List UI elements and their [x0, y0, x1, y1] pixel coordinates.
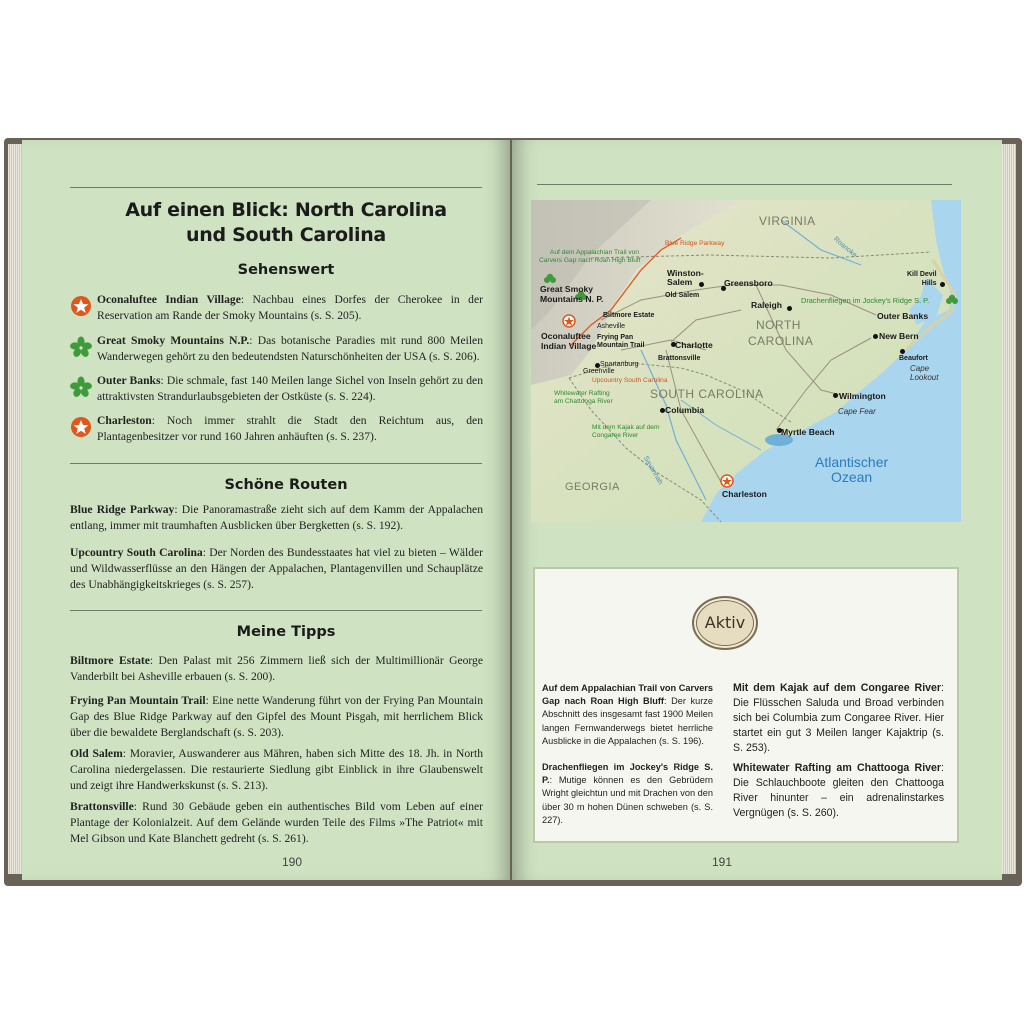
- sight-name: Charleston: [97, 414, 152, 427]
- city-label: Columbia: [665, 405, 705, 415]
- cape-label-line: Cape: [910, 364, 930, 373]
- city-dot: [900, 349, 905, 354]
- city-label: Greensboro: [724, 278, 773, 288]
- city-label: Old Salem: [665, 292, 700, 299]
- city-label: [907, 270, 937, 288]
- top-rule-right: [537, 184, 952, 185]
- city-label-line: Salem: [667, 277, 693, 287]
- route-label: Blue Ridge Parkway: [665, 240, 725, 247]
- route-text: : Der Norden des Bundesstaates hat viel zu bieten – Wälder und Wildwasserflüsse an den Hängen der Appalachen, Plantagenvillen und Schauplätze des Unabhängigkeitskrieges (s. S. 257).: [70, 546, 484, 591]
- leaf-icon: [70, 376, 92, 398]
- section-heading-tips: Meine Tipps: [236, 624, 336, 640]
- tip-text: : Eine nette Wanderung führt von der Frying Pan Mountain Gap des Blue Ridge Parkway auf den Gipfel des Mount Pisgah, mit herrlichem Blick über die bewaldete Berglandschaft (s. S. 203).: [70, 694, 483, 739]
- city-label-line: Frying Pan: [597, 334, 634, 341]
- star-icon: [70, 295, 92, 317]
- activity-label-line: am Chattooga River: [554, 398, 613, 405]
- park-label-line: Great Smoky: [540, 284, 594, 294]
- city-label-line: Winston-: [667, 268, 704, 278]
- sight-label-line: Oconaluftee: [541, 331, 591, 341]
- city-label: Raleigh: [751, 300, 783, 310]
- park-label-line: Mountains N. P.: [540, 294, 604, 304]
- river-label: Roanoke: [832, 235, 859, 260]
- city-dot: [873, 334, 878, 339]
- activity-entry: [733, 681, 944, 756]
- city-label: Asheville: [597, 323, 626, 330]
- activity-text: : Mutige können es den Gebrüdern Wright gleichtun und mit Drachen von den über 30 m hohen Dünen schweben (s. S. 227).: [542, 775, 713, 825]
- river-label: Savannah: [641, 455, 664, 486]
- ocean-label: [815, 455, 888, 485]
- aktiv-badge: Aktiv: [692, 596, 758, 650]
- page-edges-right: [1000, 144, 1016, 874]
- ocean-label-line: Atlantischer: [815, 454, 889, 470]
- tip-entry: [70, 653, 483, 685]
- city-label: Outer Banks: [877, 311, 929, 321]
- section-heading-sights: Sehenswert: [237, 262, 335, 278]
- city-label: Charlotte: [675, 340, 713, 350]
- route-name: Blue Ridge Parkway: [70, 503, 175, 516]
- activity-text: : Die Schlauchboote gleiten den Chattooga River hinunter – ein adrenalinstarkes Vergnügen (s. S. 260).: [733, 762, 944, 819]
- sight-name: Great Smoky Mountains N.P.: [97, 334, 250, 347]
- route-name: Upcountry South Carolina: [70, 546, 203, 559]
- tip-text: : Rund 30 Gebäude geben ein authentisches Bild vom Leben auf einer Plantage der Kolonialzeit. Auf dem Gelände wurden Teile des Films »The Patriot« mit Mel Gibson und Kate Blanchett gedreht (s. S. 261).: [70, 800, 483, 845]
- sight-entry: [97, 292, 483, 324]
- activity-label: [539, 249, 639, 265]
- page-number-right: 191: [712, 855, 733, 869]
- sight-label-line: Indian Village: [541, 341, 597, 351]
- city-label-line: Hills: [921, 280, 937, 287]
- activity-entry: [733, 761, 944, 821]
- sight-entry: [97, 373, 483, 405]
- cape-label: [910, 364, 938, 382]
- route-label: Upcountry South Carolina: [592, 377, 668, 384]
- sight-entry: [97, 413, 483, 445]
- sight-label: [541, 331, 596, 351]
- activity-text: : Die Flüsschen Saluda und Broad verbinden sich bei Columbia zum Congaree River. Hier startet ein gut 3 Meilen langer Kajaktrip (s. S. 253).: [733, 682, 944, 754]
- activity-entry: [542, 682, 713, 748]
- city-label: Wilmington: [839, 391, 886, 401]
- activity-label-line: Congaree River: [592, 432, 639, 439]
- cape-label: Cape Fear: [838, 407, 876, 416]
- city-label: [597, 334, 644, 350]
- cape-label-line: Lookout: [910, 373, 939, 382]
- sight-text: : Das botanische Paradies mit rund 800 Meilen Wanderwegen gehört zu den bedeutendsten Naturschönheiten der USA (s. S. 206).: [97, 334, 483, 363]
- route-text: : Die Panoramastraße zieht sich auf dem Kamm der Appalachen entlang, immer mit traumhaften Ausblicken über Bergketten (s. S. 192).: [70, 503, 483, 532]
- sight-name: Outer Banks: [97, 374, 161, 387]
- city-dot: [833, 393, 838, 398]
- city-label: New Bern: [879, 331, 919, 341]
- tip-name: Brattonsville: [70, 800, 134, 813]
- activity-text: : Der kurze Abschnitt des insgesamt fast 1900 Meilen langen Fernwanderwegs bietet herrliche Ausblicke in die Appalachen (s. S. 196).: [542, 696, 713, 746]
- page-title: [70, 198, 502, 248]
- city-label: Greenville: [583, 368, 615, 375]
- star-icon: [70, 416, 92, 438]
- activity-label-line: Carvers Gap nach Roan High Bluff: [539, 257, 641, 264]
- activity-name: Drachenfliegen im Jockey's Ridge S. P.: [542, 762, 713, 786]
- activity-label: [554, 390, 613, 406]
- activity-label-line: Auf dem Appalachian Trail von: [549, 249, 639, 256]
- tip-text: : Den Palast mit 256 Zimmern ließ sich der Multimillionär George Vanderbilt bei Asheville erbauen (s. S. 200).: [70, 654, 483, 683]
- city-label: Spartanburg: [600, 361, 639, 368]
- sight-text: : Noch immer strahlt die Stadt den Reichtum aus, den Plantagenbesitzer vor rund 160 Jahren anhäuften (s. S. 237).: [97, 414, 483, 443]
- city-dot: [940, 282, 945, 287]
- activity-name: Auf dem Appalachian Trail von Carvers Gap nach Roan High Bluff: [542, 683, 713, 707]
- state-label: SOUTH CAROLINA: [650, 387, 764, 401]
- tip-entry: [70, 746, 483, 794]
- section-rule: [70, 610, 482, 611]
- tip-text: : Moravier, Auswanderer aus Mähren, haben sich Mitte des 18. Jh. in North Carolina niedergelassen. Die restaurierte Siedlung gibt Einblick in ihre Glaubenswelt und zeigt ihre Handwerkskunst (s. S. 213).: [70, 747, 483, 792]
- route-entry: [70, 502, 483, 534]
- tip-entry: [70, 799, 483, 847]
- leaf-icon: [70, 336, 92, 358]
- sight-text: : Die schmale, fast 140 Meilen lange Sichel von Inseln gehört zu den attraktivsten Strandurlaubsgebieten der Ostküste (s. S. 224).: [97, 374, 483, 403]
- title-line-2: und South Carolina: [186, 224, 386, 246]
- ocean-label-line: Ozean: [830, 469, 873, 485]
- park-label: [540, 284, 603, 304]
- state-label: VIRGINIA: [759, 214, 816, 228]
- activity-name: Whitewater Rafting am Chattooga River: [733, 762, 942, 774]
- tip-name: Old Salem: [70, 747, 123, 760]
- city-label: Myrtle Beach: [781, 427, 835, 437]
- top-rule-left: [70, 187, 482, 188]
- tip-name: Frying Pan Mountain Trail: [70, 694, 206, 707]
- city-label: Charleston: [722, 489, 767, 499]
- sight-entry: [97, 333, 483, 365]
- city-label-line: Kill Devil: [907, 271, 937, 278]
- state-label: NORTH: [756, 318, 801, 332]
- activity-entry: [542, 761, 713, 827]
- city-label: Beaufort: [899, 355, 928, 362]
- activity-label: Drachenfliegen im Jockey's Ridge S. P.: [801, 296, 930, 305]
- state-label: CAROLINA: [748, 334, 814, 348]
- city-label-line: Mountain Trail: [597, 342, 645, 349]
- section-heading-routes: Schöne Routen: [224, 477, 348, 493]
- state-label: GEORGIA: [565, 481, 620, 493]
- sight-text: : Nachbau eines Dorfes der Cherokee in der Reservation am Rande der Smoky Mountains (s. S. 205).: [97, 293, 483, 322]
- section-rule: [70, 463, 482, 464]
- page-number-left: 190: [282, 855, 303, 869]
- activity-label-line: Mit dem Kajak auf dem: [592, 424, 660, 431]
- tip-entry: [70, 693, 483, 741]
- title-line-1: Auf einen Blick: North Carolina: [125, 199, 447, 221]
- sight-name: Oconaluftee Indian Village: [97, 293, 241, 306]
- tip-name: Biltmore Estate: [70, 654, 150, 667]
- activity-name: Mit dem Kajak auf dem Congaree River: [733, 682, 942, 694]
- activity-label: [592, 424, 659, 440]
- activity-label-line: Whitewater Rafting: [554, 390, 610, 397]
- city-label: Biltmore Estate: [603, 312, 655, 319]
- route-entry: [70, 545, 483, 593]
- region-map: [531, 200, 961, 522]
- city-label: [667, 269, 704, 287]
- city-label: Brattonsville: [658, 355, 701, 362]
- city-dot: [787, 306, 792, 311]
